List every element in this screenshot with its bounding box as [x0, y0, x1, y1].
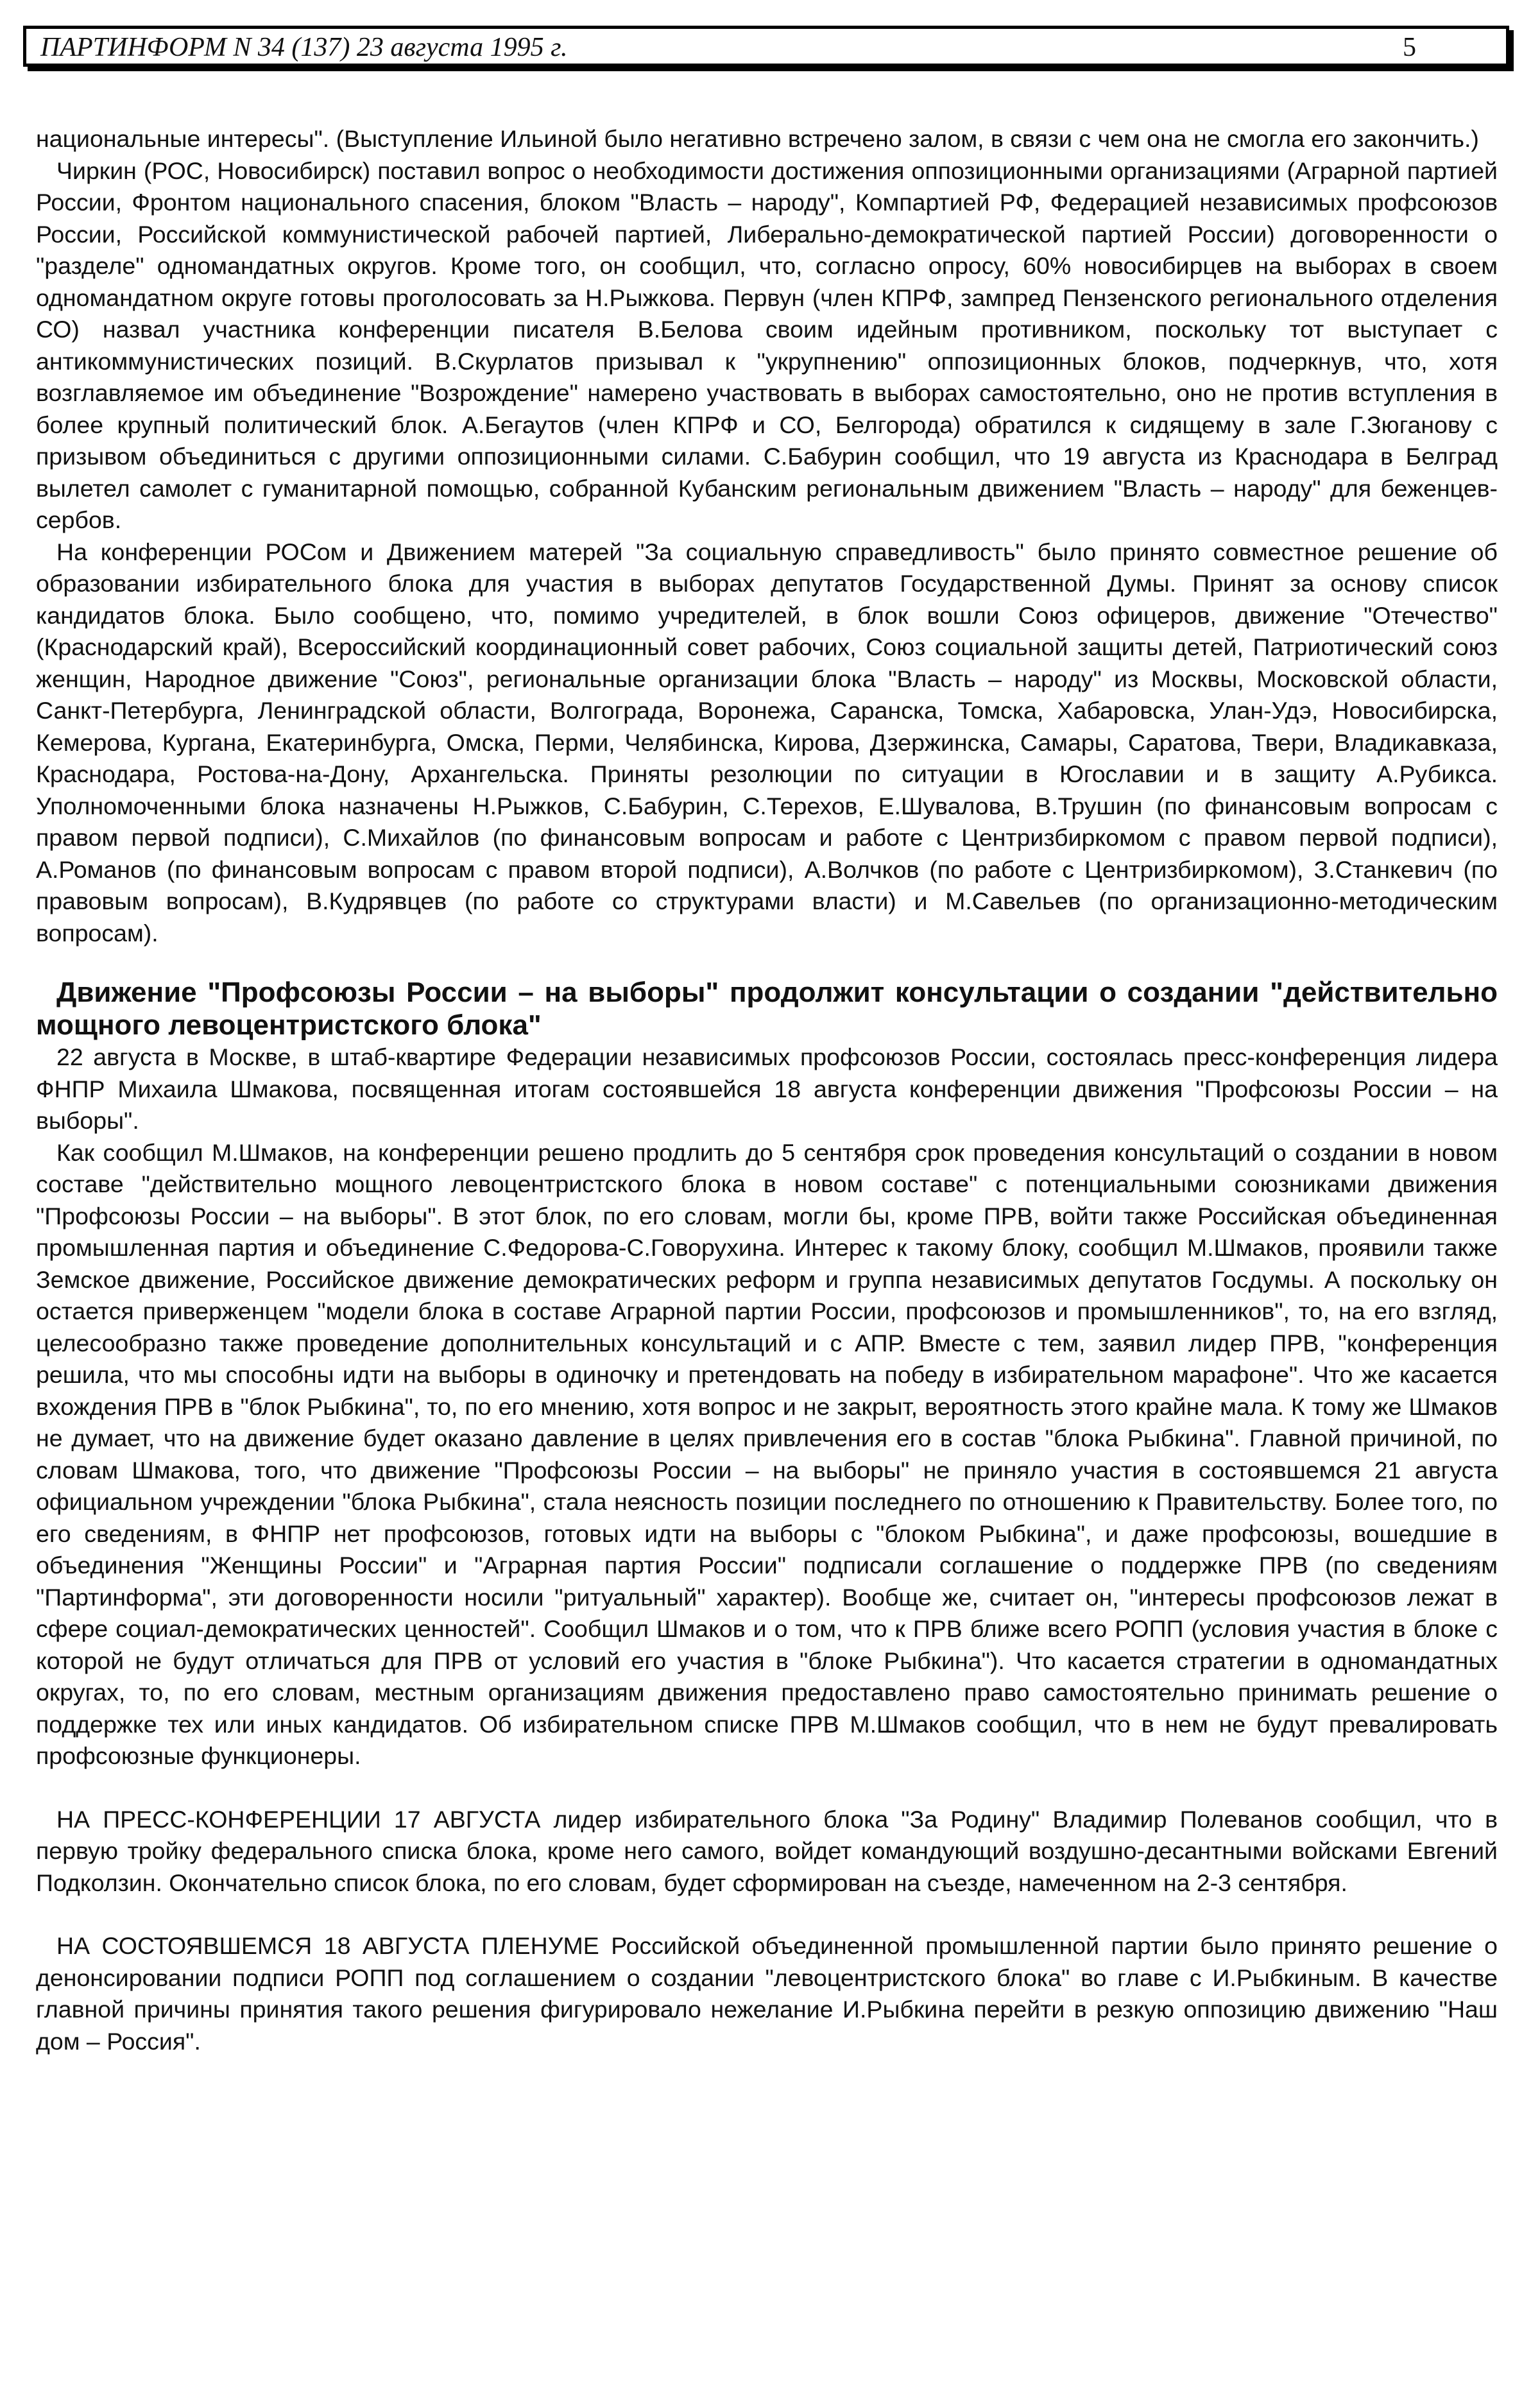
article-heading: Движение "Профсоюзы России – на выборы" продолжит консультации о создании "действительно мощного левоцентристского блока" — [36, 977, 1498, 1041]
paragraph-ropp-plenum: НА СОСТОЯВШЕМСЯ 18 АВГУСТА ПЛЕНУМЕ Российской объединенной промышленной партии было принято решение о денонсировании подписи РОПП под соглашением о создании "левоцентристского блока" во главе с И.Рыбкиным. В качестве главной причины принятия такого решения фигурировало нежелание И.Рыбкина перейти в резкую оппозицию движению "Наш дом – Россия". — [36, 1932, 1498, 2055]
paragraph-polevanov: НА ПРЕСС-КОНФЕРЕНЦИИ 17 АВГУСТА лидер избирательного блока "За Родину" Владимир Полеванов сообщил, что в первую тройку федерального списка блока, кроме него самого, войдет командующий воздушно-десантными войсками Евгений Подколзин. Окончательно список блока, по его словам, будет сформирован на съезде, намеченном на 2-3 сентября. — [36, 1805, 1498, 1896]
paragraph-conference-bloc: На конференции РОСом и Движением матерей "За социальную справедливость" было принято совместное решение об образовании избирательного блока для участия в выборах депутатов Государственной Думы. Принят за основу список кандидатов блока. Было сообщено, что, помимо учредителей, в блок вошли Союз офицеров, движение "Отечество" (Краснодарский край), Всероссийский координационный совет рабочих, Союз социальной защиты детей, Патриотический союз женщин, Народное движение "Союз", региональные организации блока "Власть – народу" из Москвы, Московской области, Санкт-Петербурга, Ленинградской области, Волгограда, Воронежа, Саранска, Томска, Хабаровска, Улан-Удэ, Новосибирска, Кемерова, Кургана, Екатеринбурга, Омска, Перми, Челябинска, Кирова, Дзержинска, Самары, Саратова, Твери, Владикавказа, Краснодара, Ростова-на-Дону, Архангельска. Приняты резолюции по ситуации в Югославии и в защиту А.Рубикса. Уполномоченными блока назначены Н.Рыжков, С.Бабурин, С.Терехов, Е.Шувалова, В.Трушин (по финансовым вопросам с правом первой подписи), С.Михайлов (по финансовым вопросам и работе с Центризбиркомом с правом первой подписи), А.Романов (по финансовым вопросам с правом второй подписи), А.Волчков (по работе с Центризбиркомом), З.Станкевич (по правовым вопросам), В.Кудрявцев (по работе со структурами власти) и М.Савельев (по организационно-методическим вопросам). — [36, 538, 1498, 947]
paragraph-shmakov: Как сообщил М.Шмаков, на конференции решено продлить до 5 сентября срок проведения консультаций о создании в новом составе "действительно мощного левоцентристского блока в новом составе" с потенциальными союзниками движения "Профсоюзы России – на выборы". В этот блок, по его словам, могли бы, кроме ПРВ, войти также Российская объединенная промышленная партия и объединение С.Федорова-С.Говорухина. Интерес к такому блоку, сообщил М.Шмаков, проявили также Земское движение, Российское движение демократических реформ и группа независимых депутатов Госдумы. А поскольку он остается приверженцем "модели блока в составе Аграрной партии России, профсоюзов и промышленников", то, на его взгляд, целесообразно также проведение дополнительных консультаций и с АПР. Вместе с тем, заявил лидер ПРВ, "конференция решила, что мы способны идти на выборы в одиночку и претендовать на победу в избирательном марафоне". Что же касается вхождения ПРВ в "блок Рыбкина", то, по его мнению, хотя вопрос и не закрыт, вероятность этого крайне мала. К тому же Шмаков не думает, что на движение будет оказано давление в целях привлечения его в состав "блока Рыбкина". Главной причиной, по словам Шмакова, того, что движение "Профсоюзы России – на выборы" не приняло участия в состоявшемся 21 августа официальном учреждении "блока Рыбкина", стала неясность позиции последнего по отношению к Правительству. Более того, по его сведениям, в ФНПР нет профсоюзов, готовых идти на выборы с "блоком Рыбкина", и даже профсоюзы, вошедшие в объединения "Женщины России" и "Аграрная партия России" подписали соглашение о поддержке ПРВ (по сведениям "Партинформа", эти договоренности носили "ритуальный" характер). Вообще же, считает он, "интересы профсоюзов лежат в сфере социал-демократических ценностей". Сообщил Шмаков и о том, что к ПРВ ближе всего РОПП (условия участия в блоке с которой не будут отличаться для ПРВ от условий его участия в "блоке Рыбкина"). Что касается стратегии в одномандатных округах, то, по его словам, местным организациям движения предоставлено право самостоятельно принимать решение о поддержке тех или иных кандидатов. Об избирательном списке ПРВ М.Шмаков сообщил, что в нем не будут превалировать профсоюзные функционеры. — [36, 1138, 1498, 1769]
publication-title: ПАРТИНФОРМ N 34 (137) 23 августа 1995 г. — [40, 33, 568, 62]
article-body — [36, 123, 1498, 2057]
paragraph-press-conference: 22 августа в Москве, в штаб-квартире Федерации независимых профсоюзов России, состоялась пресс-конференция лидера ФНПР Михаила Шмакова, посвященная итогам состоявшейся 18 августа конференции движения "Профсоюзы России – на выборы". — [36, 1043, 1498, 1134]
paragraph-continuation: национальные интересы". (Выступление Ильиной было негативно встречено залом, в связи с чем она не смогла его закончить.) — [36, 125, 1479, 152]
page-number: 5 — [1403, 33, 1416, 62]
page-header — [23, 26, 1509, 67]
paragraph-chirkin: Чиркин (РОС, Новосибирск) поставил вопрос о необходимости достижения оппозиционными организациями (Аграрной партией России, Фронтом национального спасения, блоком "Власть – народу", Компартией РФ, Федерацией независимых профсоюзов России, Российской коммунистической рабочей партией, Либерально-демократической партией России) договоренности о "разделе" одномандатных округов. Кроме того, он сообщил, что, согласно опросу, 60% новосибирцев на выборах в своем одномандатном округе готовы проголосовать за Н.Рыжкова. Первун (член КПРФ, зампред Пензенского регионального отделения СО) назвал участника конференции писателя В.Белова своим идейным противником, поскольку тот выступает с антикоммунистических позиций. В.Скурлатов призывал к "укрупнению" оппозиционных блоков, подчеркнув, что, хотя возглавляемое им объединение "Возрождение" намерено участвовать в выборах самостоятельно, оно не против вступления в более крупный политический блок. А.Бегаутов (член КПРФ и СО, Белгорода) обратился к сидящему в зале Г.Зюганову с призывом объединиться с другими оппозиционными силами. С.Бабурин сообщил, что 19 августа из Краснодара в Белград вылетел самолет с гуманитарной помощью, собранной Кубанским региональным движением "Власть – народу" для беженцев-сербов. — [36, 157, 1498, 533]
